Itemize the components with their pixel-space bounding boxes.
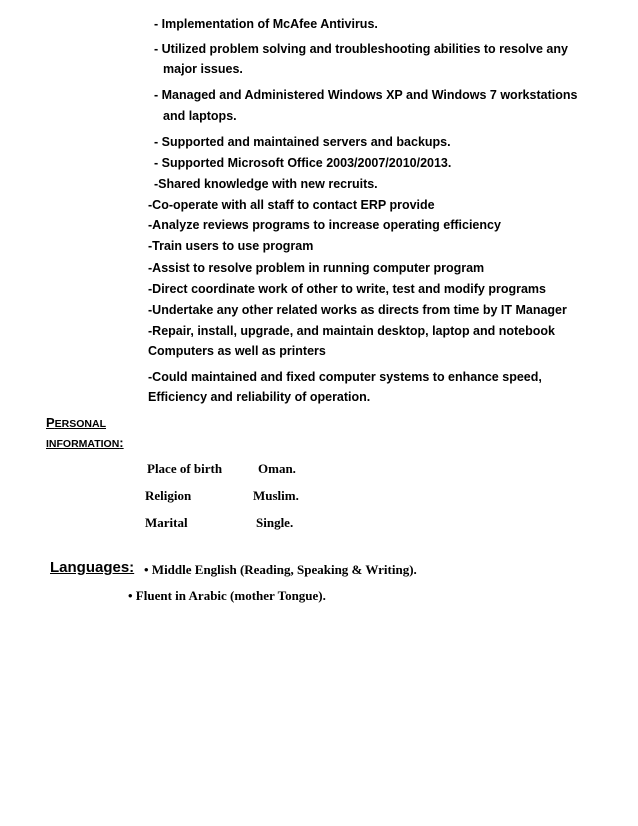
personal-value-marital: Single.: [256, 515, 294, 530]
duty-line: - Implementation of McAfee Antivirus.: [154, 17, 378, 31]
duty-line: -Train users to use program: [148, 239, 314, 253]
duty-line: -Undertake any other related works as directs from time by IT Manager: [148, 303, 567, 317]
duty-line: -Assist to resolve problem in running computer program: [148, 261, 485, 275]
duty-line: and laptops.: [163, 109, 237, 123]
duty-line: -Analyze reviews programs to increase operating efficiency: [148, 218, 501, 232]
personal-info-heading-line2: [46, 436, 124, 451]
heading-colon: :: [119, 435, 124, 450]
personal-info-heading: [46, 416, 106, 431]
personal-label-birthplace: Place of birth: [147, 461, 223, 476]
heading-rest: ERSONAL: [54, 418, 107, 430]
heading-line2: INFORMATION: [46, 438, 120, 450]
duty-line: - Supported and maintained servers and backups.: [154, 135, 451, 149]
duty-line: Efficiency and reliability of operation.: [148, 390, 371, 404]
duty-line: - Managed and Administered Windows XP and Windows 7 workstations: [154, 88, 578, 102]
personal-value-religion: Muslim.: [253, 488, 299, 503]
heading-initial: P: [46, 415, 55, 430]
language-item: • Middle English (Reading, Speaking & Writing).: [144, 562, 417, 577]
language-item: • Fluent in Arabic (mother Tongue).: [128, 588, 326, 603]
duty-line: -Co-operate with all staff to contact ERP provide: [148, 198, 435, 212]
personal-value-birthplace: Oman.: [258, 461, 296, 476]
personal-label-religion: Religion: [145, 488, 192, 503]
duty-line: -Direct coordinate work of other to write, test and modify programs: [148, 282, 546, 296]
duty-line: - Utilized problem solving and troubleshooting abilities to resolve any: [154, 42, 568, 56]
duty-line: - Supported Microsoft Office 2003/2007/2010/2013.: [154, 156, 452, 170]
duty-line: major issues.: [163, 62, 243, 76]
languages-heading: Languages:: [50, 559, 135, 576]
duty-line: -Shared knowledge with new recruits.: [154, 177, 378, 191]
personal-label-marital: Marital: [145, 515, 188, 530]
duty-line: -Could maintained and fixed computer systems to enhance speed,: [148, 370, 542, 384]
duty-line: Computers as well as printers: [148, 344, 326, 358]
duty-line: -Repair, install, upgrade, and maintain desktop, laptop and notebook: [148, 324, 555, 338]
